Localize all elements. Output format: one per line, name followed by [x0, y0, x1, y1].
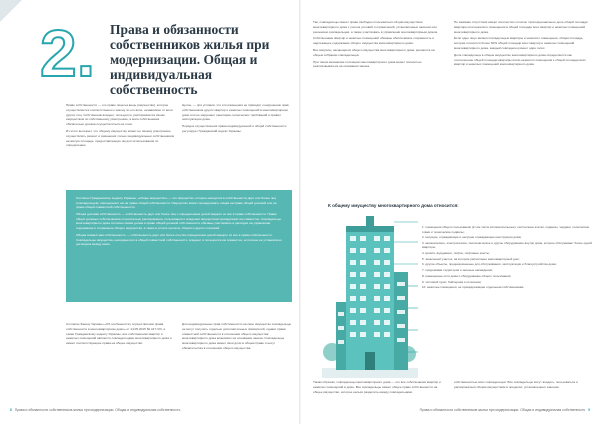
chapter-number: 2. — [40, 16, 96, 90]
list-item: 5. земельный участок, на котором расположен многоквартирный дом; — [422, 256, 520, 261]
paragraph: Из этого вытекает, что общему имуществу может не своему усмотрению осуществлять ремонт и изменения только индивидуальных собственников на жилую площадь, предоставленную им для использования по определению. — [66, 128, 174, 148]
paragraph: Право собственности — это право лица на вещь (имущество), которое осуществляется соответственно к закону по его воле, независимо от воли других лиц. Собственник владеет, пользуется, распоряжается своим имуществом по собственному усмотрению, а воля собственника обязательно должна осуществляться на этом. — [66, 103, 173, 127]
list-item: 9. тепловой пункт, бойлерная и котельная; — [422, 279, 482, 284]
roof — [346, 226, 394, 232]
box-paragraph: Согласно Гражданскому кодексу Украины, «общее имущество» — это имущество, которое находится в собственности двух или более лиц (совладельцев), принадлежит им на праве общей собственности. Имущество может принадлежать лицам на праве общей долевой или на праве общей совместной собственности. — [76, 196, 277, 210]
paragraph: Так, совладельцы имеют право свободно пользоваться общим имуществом многоквартирного дома с учетом условий и ограничений, установленных законом или решением совладельцев, а также участвовать в управлении многоквартирным домом. — [313, 20, 438, 34]
right-footer — [420, 408, 590, 412]
common-property-list — [422, 225, 592, 291]
list-item: 2. несущие, ограждающие и несущие ограждающие конструкции дома; — [422, 235, 522, 240]
list-item: 4. кровля, фундамент, лифты, лифтовые шахты; — [422, 251, 490, 256]
paragraph: Для индивидуальных прав собственности на свое имущество совладельцы не могут получить отдельно дополнительных привилегий, однако права совместной собственности в отношении общего имущества многоквартирного дома возникают на основании закона. Совладельцы многоквартирного дома имеют свои доли в общем праве и несут обязательства в отношении общего имущества. — [182, 322, 292, 350]
list-item: 10. нежилые помещения, не принадлежащие отдельным собственникам. — [422, 285, 525, 290]
entrance-door — [365, 352, 375, 370]
running-footer-left: Права и обязанности собственников жилья при модернизации. Общая и индивидуальная собственность — [14, 408, 181, 412]
paragraph: Порядок осуществления права индивидуальной и общей собственности регулирует Гражданский кодекс Украины. — [182, 124, 287, 133]
list-item: 8. инженерные сети дома и оборудование общего пользования; — [422, 273, 512, 278]
corner-decoration — [0, 0, 22, 22]
paragraph: Доля совладельца в общем имуществе многоквартирного дома определяется как соотношение общей площади квартиры и/или нежилого помещения к общей площади всех квартир и нежилых помещений многоквартирного дома. — [454, 52, 586, 67]
right-bottom-column-1 — [313, 380, 443, 396]
page-number-right: 9 — [588, 408, 590, 412]
left-bottom-column-2 — [182, 322, 292, 353]
roof-tower — [366, 216, 374, 226]
left-column-2 — [182, 103, 292, 136]
left-column-1 — [66, 103, 174, 150]
left-bottom-column-1 — [66, 322, 174, 348]
box-paragraph: Общая совместная собственность — собственность двух или более лиц без определения долей каждого из них в праве собственности. Совладельцы имущества, находящегося в общей совместной собственности, владеют и пользуются им совместно, если иное не установлено договором между ними. — [76, 233, 282, 247]
building-wing — [394, 272, 408, 370]
paragraph: Согласно Закону Украины «Об особенностях осуществления права собственности в многоквартирном доме» от 14.05.2015 № 417-VIII, а также Гражданскому кодексу Украины, все собственники квартир и нежилых помещений являются совладельцами многоквартирного дома и имеют соответствующие права на общее имущество. — [66, 322, 172, 346]
diagram-title: К общему имуществу многоквартирного дома относится: — [328, 203, 459, 208]
list-item: 6. другие объекты, предназначенные для обслуживания, эксплуатации и благоустройства дома; — [422, 262, 557, 267]
paragraph: Все вопросы, касающиеся общего имущества многоквартирного дома, решаются на общем собрании совладельцев. — [313, 47, 435, 57]
page-number-left: 8 — [10, 408, 12, 412]
left-footer — [10, 408, 180, 412]
building-illustration — [322, 212, 418, 378]
running-footer-right: Права и обязанности собственников жилья при модернизации. Общая и индивидуальная собственность — [419, 408, 586, 412]
right-bottom-column-2 — [454, 380, 590, 392]
right-column-2 — [454, 20, 590, 69]
list-item: 7. придомовая территория и зеленые насаждения; — [422, 268, 493, 273]
paragraph: Не занимая отсутствия имеют количество голосов, пропорциональное доле общей площади квартиры или нежилого помещения в общей площади всех квартир и нежилых помещений многоквартирного дома. — [454, 20, 588, 34]
box-paragraph: Общая долевая собственность — собственность двух или более лиц с определением долей каждого из них в праве собственности. Права общих долевых собственников относительно распоряжения, пользования и владения имуществом принадлежат им совместно. Совладельцы многоквартирного дома согласно своим долям в праве общей долевой собственности обязаны участвовать в расходах на управление, содержание и сохранение общего имущества, а также в уплате налогов, сборов и других платежей. — [76, 212, 281, 231]
right-column-1 — [313, 20, 443, 71]
paragraph: Таким образом, совладельцы многоквартирного дома — это все собственники квартир и нежилых помещений в доме. Все совладельцы имеют общее право собственности на общее имущество, которое нельзя разделить между совладельцами. — [313, 380, 441, 394]
paragraph: Если одно лицо является владельцем квартиры и нежилого помещения, общая площадь, которая относится более 50% общей площади всех квартир и нежилых помещений многоквартирного дома, каждый совладелец имеет один голос. — [454, 36, 584, 50]
list-item: 3. механическое, электрическое, сантехническое и другое оборудование внутри дома, которое обслуживает более одной квартиры; — [422, 240, 592, 250]
paragraph: Целое, — при условии, что эти изменения не приводят к нарушению прав собственников других квартир и нежилых помещений в многоквартирном доме или не нарушают санитарно-технических требований и правил эксплуатации дома. — [182, 103, 289, 122]
paragraph: При таком механизме потенциал многоквартирного дома может полностью реализовываться на основании закона. — [313, 59, 422, 69]
paragraph: собственностью всех совладельцев. Все совладельцы могут владеть, пользоваться и распоряжаться общим имуществом в пределах, установленных законом. — [454, 380, 578, 389]
definition-box — [66, 190, 292, 302]
paragraph: Собственники квартир и нежилых помещений обязаны обеспечивать сохранность и надлежащее содержание общего имущества многоквартирного дома. — [313, 36, 434, 46]
list-item: 1. помещения общего пользования (в том числе вспомогательные), лестничные клетки, подвалы, чердаки, технические этажи и технические подвалы; — [422, 225, 590, 234]
chapter-title: Права и обязанности собственников жилья при модернизации. Общая и индивидуальная собственность — [110, 22, 270, 97]
